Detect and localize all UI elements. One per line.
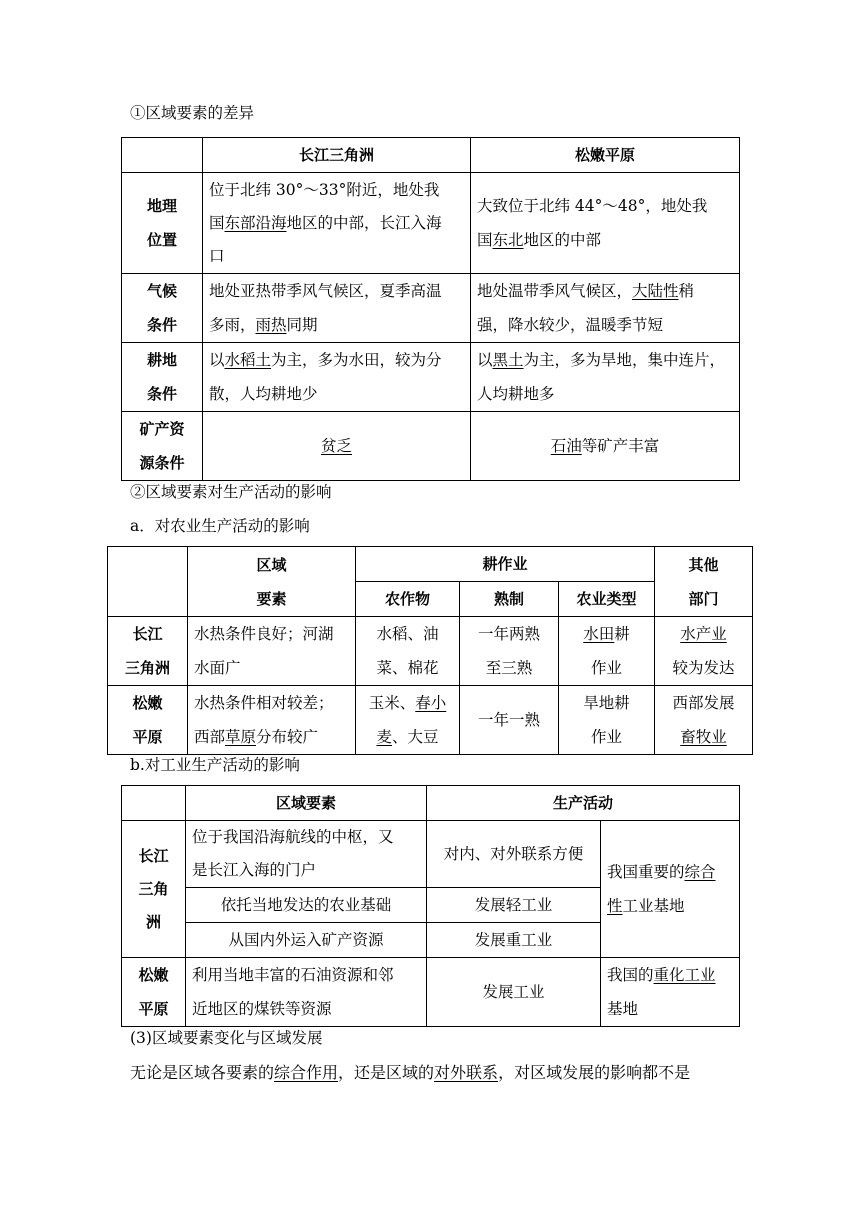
table-header: 长江三角洲 <box>203 138 471 173</box>
body-paragraph: 无论是区域各要素的综合作用，还是区域的对外联系，对区域发展的影响都不是 <box>130 1063 691 1082</box>
row-label: 矿产资 源条件 <box>122 412 203 481</box>
table-cell: 水稻、油 菜、棉花 <box>356 617 460 686</box>
section-2a-title: a．对农业生产活动的影响 <box>130 517 310 535</box>
row-label: 长江 三角洲 <box>108 617 188 686</box>
region-factor-diff-table <box>121 137 740 481</box>
table-cell: 依托当地发达的农业基础 <box>186 888 427 923</box>
table-cell: 发展轻工业 <box>427 888 601 923</box>
table-cell: 贫乏 <box>203 412 471 481</box>
table-header: 耕作业 <box>356 547 655 582</box>
table-header: 熟制 <box>460 582 559 617</box>
agriculture-impact-table <box>107 546 753 755</box>
table-cell: 以黑土为主，多为旱地，集中连片， 人均耕地多 <box>471 343 740 412</box>
row-label: 松嫩 平原 <box>122 958 186 1027</box>
table-cell: 地处温带季风气候区，大陆性稍 强，降水较少，温暖季节短 <box>471 274 740 343</box>
table-cell: 以水稻土为主，多为水田，较为分 散，人均耕地少 <box>203 343 471 412</box>
row-label: 气候 条件 <box>122 274 203 343</box>
table-cell: 位于我国沿海航线的中枢，又 是长江入海的门户 <box>186 821 427 888</box>
table-header: 松嫩平原 <box>471 138 740 173</box>
table-cell: 水热条件良好；河湖 水面广 <box>188 617 356 686</box>
table-cell: 水田耕 作业 <box>559 617 655 686</box>
table-cell: 对内、对外联系方便 <box>427 821 601 888</box>
table-cell: 位于北纬 30°～33°附近，地处我 国东部沿海地区的中部，长江入海 口 <box>203 173 471 274</box>
table-header-empty <box>122 786 186 821</box>
section-2-title: ②区域要素对生产活动的影响 <box>130 483 332 501</box>
table-cell: 一年两熟 至三熟 <box>460 617 559 686</box>
table-cell: 发展重工业 <box>427 923 601 958</box>
table-header: 农业类型 <box>559 582 655 617</box>
table-cell: 大致位于北纬 44°～48°，地处我 国东北地区的中部 <box>471 173 740 274</box>
row-label: 长江 三角 洲 <box>122 821 186 958</box>
section-1-title: ①区域要素的差异 <box>130 104 255 122</box>
table-cell: 旱地耕 作业 <box>559 686 655 755</box>
section-3-title: (3)区域要素变化与区域发展 <box>130 1029 323 1047</box>
table-cell: 发展工业 <box>427 958 601 1027</box>
table-header: 生产活动 <box>427 786 740 821</box>
table-cell: 水热条件相对较差； 西部草原分布较广 <box>188 686 356 755</box>
table-cell: 西部发展 畜牧业 <box>655 686 753 755</box>
table-cell: 从国内外运入矿产资源 <box>186 923 427 958</box>
table-cell: 利用当地丰富的石油资源和邻 近地区的煤铁等资源 <box>186 958 427 1027</box>
table-cell: 一年一熟 <box>460 686 559 755</box>
table-header: 区域 要素 <box>188 547 356 617</box>
table-header: 区域要素 <box>186 786 427 821</box>
row-label: 耕地 条件 <box>122 343 203 412</box>
table-cell: 我国重要的综合 性工业基地 <box>601 821 740 958</box>
table-cell: 地处亚热带季风气候区，夏季高温 多雨，雨热同期 <box>203 274 471 343</box>
table-header: 农作物 <box>356 582 460 617</box>
table-cell: 水产业 较为发达 <box>655 617 753 686</box>
industry-impact-table <box>121 785 740 1027</box>
table-header: 其他 部门 <box>655 547 753 617</box>
row-label: 松嫩 平原 <box>108 686 188 755</box>
table-cell: 我国的重化工业 基地 <box>601 958 740 1027</box>
table-cell: 石油等矿产丰富 <box>471 412 740 481</box>
table-header-empty <box>108 547 188 617</box>
table-cell: 玉米、春小 麦、大豆 <box>356 686 460 755</box>
section-2b-title: b.对工业生产活动的影响 <box>130 756 300 774</box>
table-header-empty <box>122 138 203 173</box>
row-label: 地理 位置 <box>122 173 203 274</box>
